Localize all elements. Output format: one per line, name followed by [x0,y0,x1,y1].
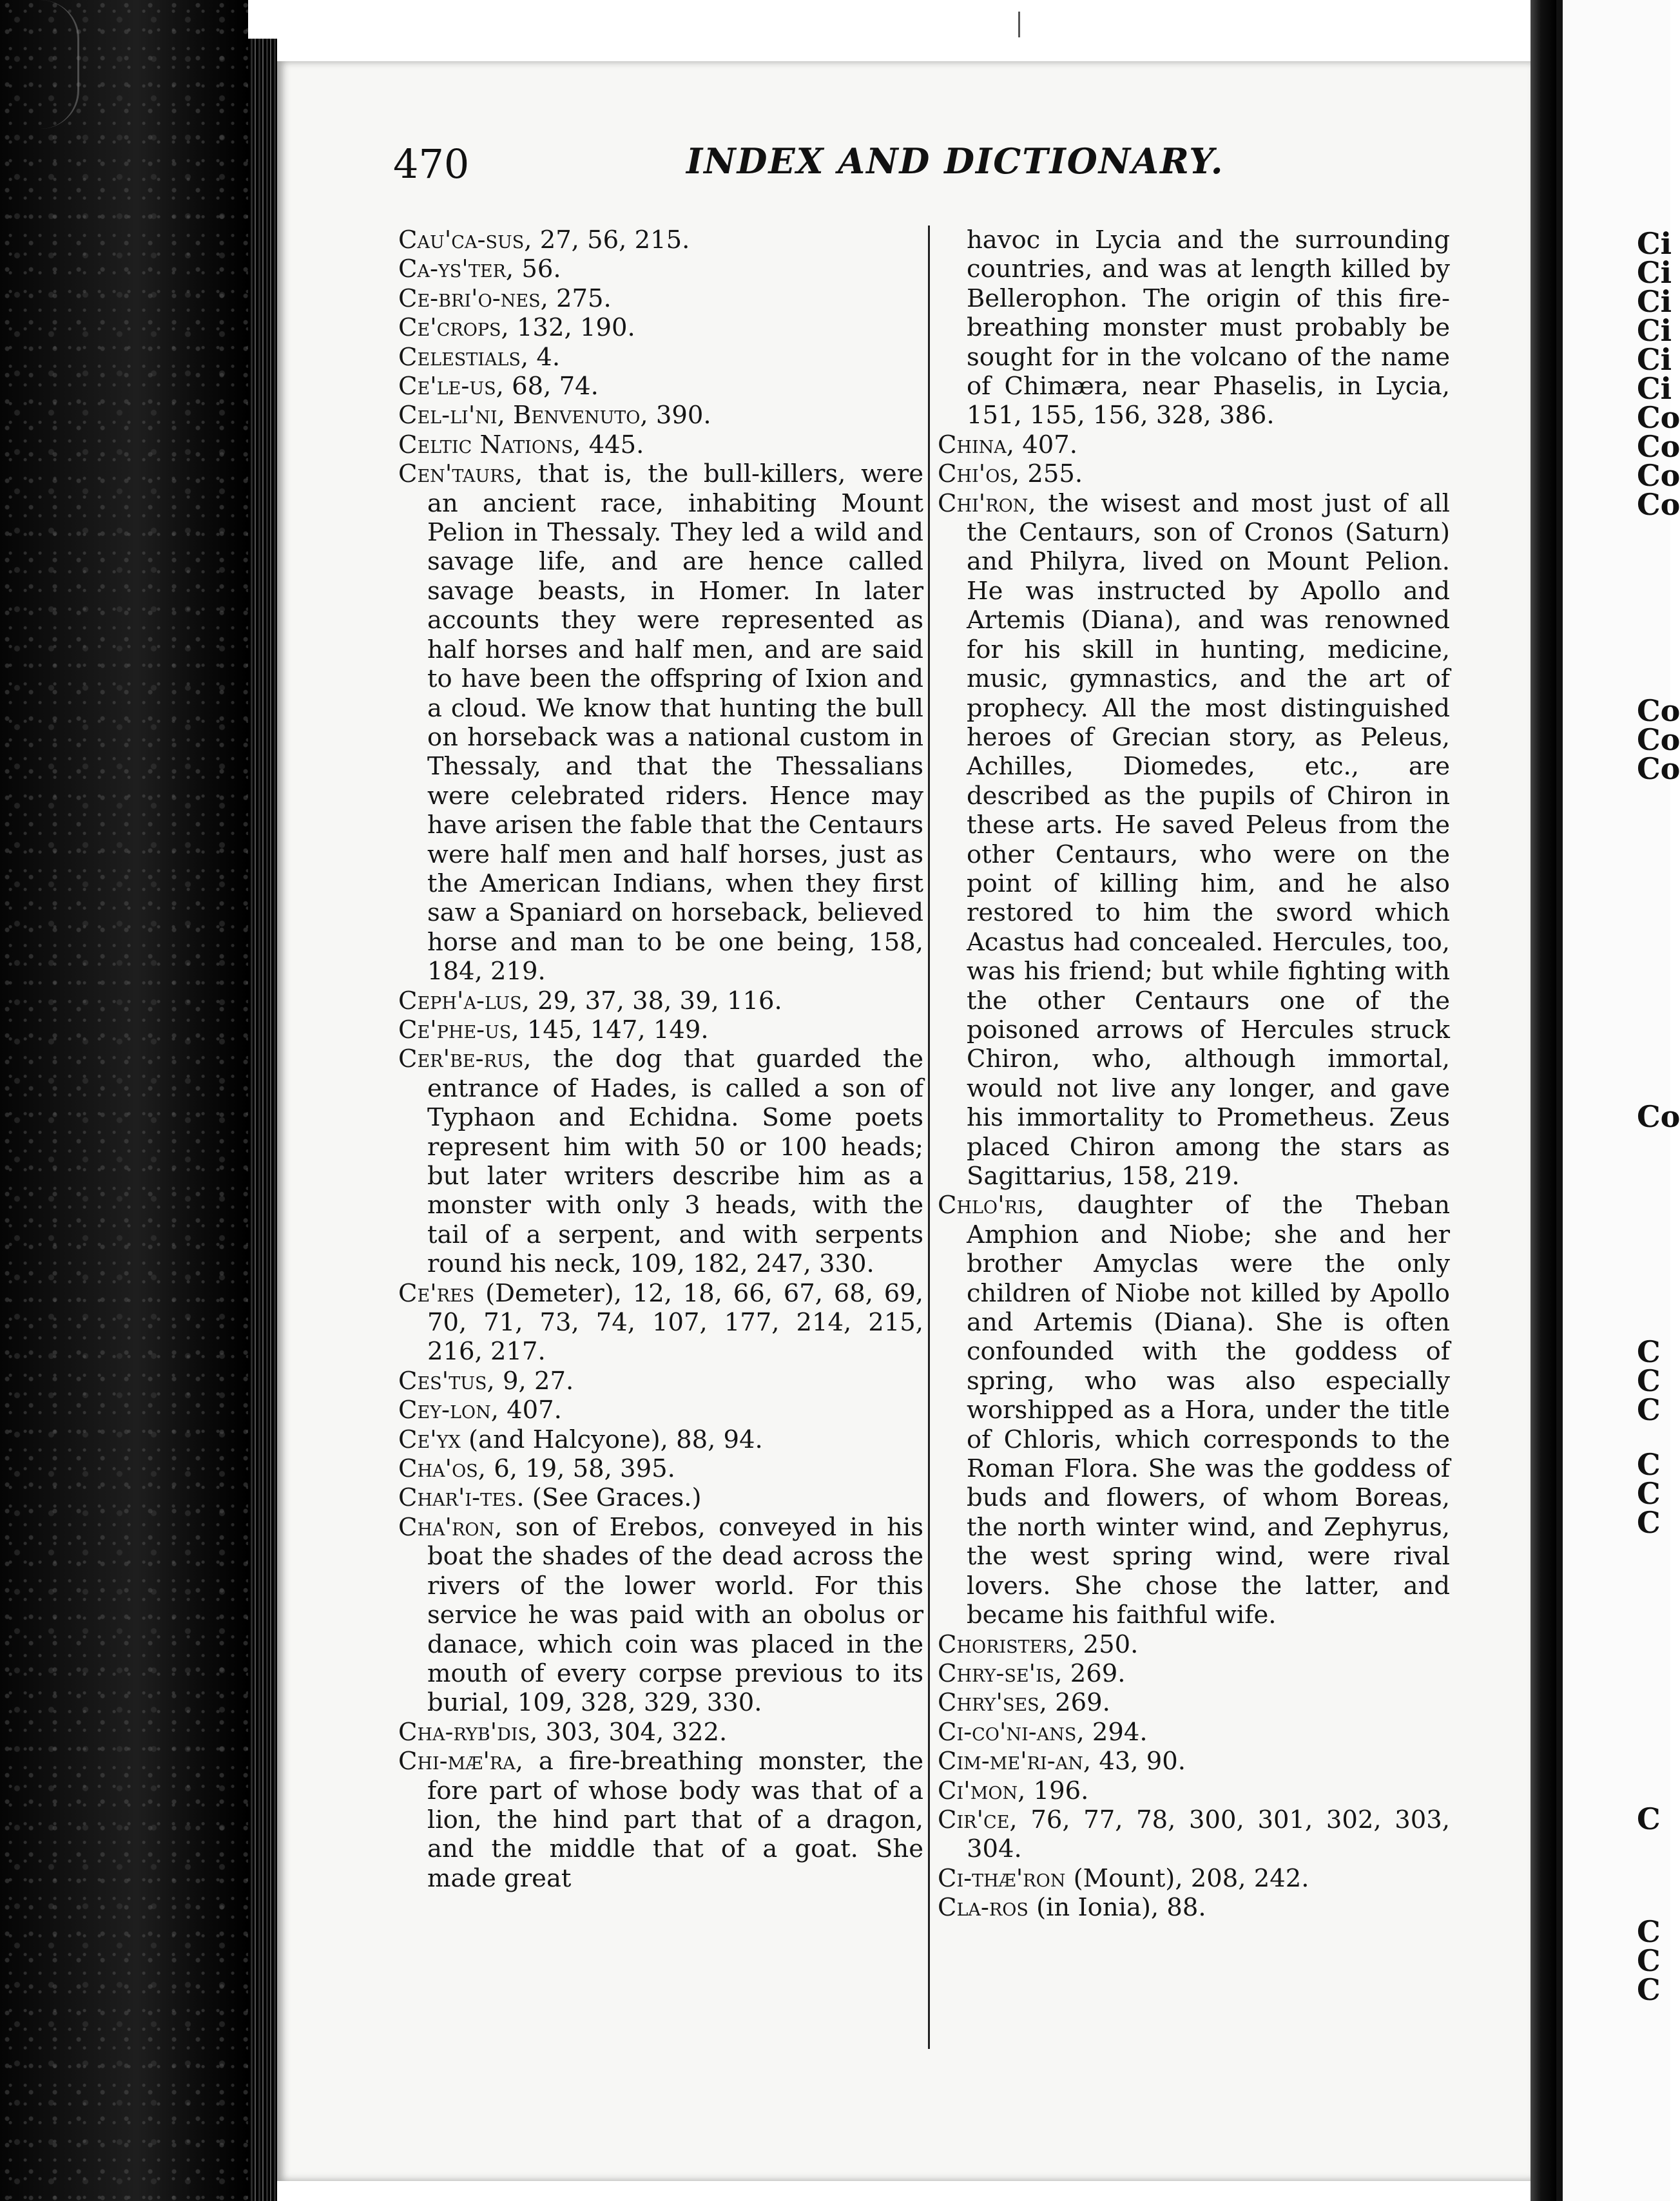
facing-page-letter: C [1637,1447,1661,1482]
entry-text: , 76, 77, 78, 300, 301, 302, 303, 304. [967,1805,1450,1864]
index-entry [398,1015,923,1044]
facing-page-letter: Ci [1637,313,1672,348]
entry-text: , 407. [490,1396,562,1425]
facing-page-letter: C [1637,1334,1661,1369]
entry-text: , 303, 304, 322. [530,1717,728,1747]
facing-page-letter: C [1637,1363,1661,1398]
facing-page-letter: C [1637,1943,1661,1978]
entry-text: , 407. [1006,430,1077,459]
entry-text: , 275. [540,284,612,313]
entry-text: , 6, 19, 58, 395. [478,1454,675,1484]
entry-text: , 132, 190. [501,313,635,343]
entry-headword: Chry'ses [938,1688,1039,1718]
entry-headword: Chi'ron [938,488,1028,518]
entry-headword: Chi-mæ'ra [398,1747,516,1776]
entry-text: (in Ionia), 88. [1028,1893,1206,1923]
index-entry [938,1718,1450,1747]
index-entry [938,1776,1450,1805]
entry-text: . (See Graces.) [516,1483,702,1513]
entry-headword: Cer'be-rus [398,1044,524,1074]
index-entry [398,1279,923,1367]
entry-text: , 269. [1039,1688,1110,1718]
entry-headword: Ceph'a-lus [398,986,522,1015]
right-column [938,226,1450,1923]
entry-text: , a fire-breathing monster, the fore part of whose body was that of a lion, the hind part that of a dragon, and the middle that of a goat. She made great [427,1747,923,1893]
facing-page-letter: C [1637,1505,1661,1540]
entry-text: , 445. [573,430,644,459]
page-gutter [1530,0,1556,2201]
entry-text: , 294. [1076,1717,1148,1747]
index-entry [398,313,923,342]
index-entry [398,1513,923,1718]
entry-headword: Cha'os [398,1454,478,1484]
entry-text: , 27, 56, 215. [524,226,690,255]
index-entry [938,1747,1450,1776]
index-entry [938,1630,1450,1659]
index-entry [938,1893,1450,1922]
binding-edge [248,39,277,2201]
index-entry [938,1688,1450,1717]
entry-text: , 145, 147, 149. [511,1015,709,1044]
entry-text: , 9, 27. [487,1366,574,1396]
facing-page-letter: Ci [1637,284,1672,319]
index-entry [398,1747,923,1893]
entry-headword: Chi'os [938,459,1012,489]
entry-headword: Cen'taurs [398,459,515,489]
left-column [398,226,923,1893]
entry-text: , 4. [520,342,561,372]
facing-page-letter: Co [1637,722,1680,757]
entry-headword: Chlo'ris [938,1191,1037,1220]
entry-headword: Ce-bri'o-nes [398,284,541,313]
column-rule [928,226,930,2049]
entry-text: , 56. [505,255,561,284]
entry-text: , that is, the bull-killers, were an ancient race, inhabiting Mount Pelion in Thessaly. They led a wild and savage life, and are hence called savage beasts, in Homer. In later accounts they were represented as half horses and half men, and are said to have been the offspring of Ixion and a cloud. We know that hunting the bull on horseback was a national custom in Thessaly, and that the Thessalians were celebrated riders. Hence may have arisen the fable that the Centaurs were half men and half horses, just as the American Indians, when they first saw a Spaniard on horseback, believed horse and man to be one being, 158, 184, 219. [427,459,923,986]
facing-page-letter: C [1637,1802,1661,1836]
entry-headword: Ci-co'ni-ans [938,1717,1077,1747]
index-entry [398,1718,923,1747]
index-entry [398,1367,923,1396]
entry-text: , 68, 74. [496,372,599,401]
index-entry [398,1396,923,1425]
entry-headword: Ce'phe-us [398,1015,512,1044]
scan-tick-mark [1018,12,1020,37]
entry-headword: Celtic Nations [398,430,574,459]
entry-headword: Ca-ys'ter [398,255,506,284]
entry-headword: Chry-se'is [938,1658,1055,1688]
entry-text: , the dog that guarded the entrance of Hades, is called a son of Typhaon and Echidna. Some poets represent him with 50 or 100 heads; but later writers describe him as a monster with only 3 heads, with the tail of a serpent, and with serpents round his neck, 109, 182, 247, 330. [427,1044,923,1279]
index-entry [398,284,923,313]
entry-headword: Celestials [398,342,521,372]
entry-text: , 250. [1067,1629,1139,1659]
running-head: INDEX AND DICTIONARY. [686,140,1224,182]
index-entry [398,459,923,986]
facing-page-letter: C [1637,1476,1661,1511]
entry-headword: Ce'yx [398,1425,461,1454]
entry-text: , the wisest and most just of all the Centaurs, son of Cronos (Saturn) and Philyra, lived on Mount Pelion. He was instructed by Apollo and Artemis (Diana), and was renowned for his skill in hunting, medicine, music, gymnastics, and the art of prophecy. All the most distinguished heroes of Grecian story, as Peleus, Achilles, Diomedes, etc., are described as the pupils of Chiron in these arts. He saved Peleus from the other Centaurs, who were on the point of killing him, and he also restored to him the sword which Acastus had concealed. Hercules, too, was his friend; but while fighting with the other Centaurs one of the poisoned arrows of Hercules struck Chiron, who, although immortal, would not live any longer, and gave his immortality to Prometheus. Zeus placed Chiron among the stars as Sagittarius, 158, 219. [967,488,1450,1191]
facing-page-letter: Co [1637,751,1680,786]
scan-scratch-mark [0,0,79,129]
entry-text: , son of Erebos, conveyed in his boat the shades of the dead across the rivers of the lower world. For this service he was paid with an obolus or danace, which coin was placed in the mouth of every corpse previous to its burial, 109, 328, 329, 330. [427,1512,923,1718]
index-entry [938,430,1450,459]
index-entry [398,1425,923,1454]
index-entry [398,430,923,459]
index-entry [398,986,923,1015]
index-entry [398,343,923,372]
entry-text: , daughter of the Theban Amphion and Niobe; she and her brother Amyclas were the only children of Niobe not killed by Apollo and Artemis (Diana). She is often confounded with the goddess of spring, who was also especially worshipped as a Hora, under the title of Chloris, which corresponds to the Roman Flora. She was the goddess of buds and flowers, of whom Boreas, the north winter wind, and Zephyrus, the west spring wind, were rival lovers. She chose the latter, and became his faithful wife. [967,1191,1450,1630]
entry-headword: Cau'ca-sus [398,226,525,255]
entry-text: , 43, 90. [1083,1747,1186,1776]
entry-headword: Ces'tus [398,1366,487,1396]
index-entry [398,226,923,255]
index-entry [398,255,923,284]
index-entry [938,1864,1450,1893]
index-entry [398,401,923,430]
entry-headword: Ci-thæ'ron [938,1863,1066,1893]
entry-text: (Demeter), 12, 18, 66, 67, 68, 69, 70, 71, 73, 74, 107, 177, 214, 215, 216, 217. [427,1278,923,1367]
index-entry [398,1454,923,1483]
index-entry [938,1659,1450,1688]
entry-headword: Cla-ros [938,1893,1028,1923]
entry-headword: China [938,430,1007,459]
entry-headword: Cey-lon [398,1396,491,1425]
entry-headword: Choristers [938,1629,1068,1659]
facing-page-letter: Co [1637,693,1680,728]
index-entry [938,1805,1450,1864]
facing-page-edge [1556,0,1563,2201]
entry-text: (Mount), 208, 242. [1065,1863,1309,1893]
page-number: 470 [393,140,470,187]
entry-headword: Char'i-tes [398,1483,517,1513]
entry-headword: Ce'crops [398,313,501,343]
facing-page-letter: Co [1637,429,1680,464]
book-binding [0,0,248,2201]
entry-headword: Ce'le-us [398,372,496,401]
facing-page-letter: Ci [1637,371,1672,406]
entry-text: (and Halcyone), 88, 94. [460,1425,763,1454]
facing-page-letter: Co [1637,1099,1680,1134]
facing-page-letter: Co [1637,400,1680,435]
entry-text: , 269. [1054,1658,1126,1688]
entry-text: , 390. [640,401,711,430]
index-entry [398,1483,923,1512]
entry-headword: Cha-ryb'dis [398,1717,530,1747]
facing-page-letter: Co [1637,458,1680,493]
entry-headword: Cir'ce [938,1805,1010,1834]
entry-headword: Ce'res [398,1278,475,1308]
index-entry [938,459,1450,488]
facing-page-letter: Ci [1637,255,1672,290]
entry-text: , 196. [1018,1776,1089,1805]
index-entry [398,1044,923,1278]
facing-page-letter: Ci [1637,342,1672,377]
entry-headword: Cim-me'ri-an [938,1747,1083,1776]
entry-text: , 255. [1011,459,1083,489]
facing-page-letter: Ci [1637,226,1672,261]
entry-headword: Cel-li'ni, Benvenuto [398,401,641,430]
entry-headword: Ci'mon [938,1776,1018,1805]
index-entry [938,1191,1450,1629]
continued-entry-text: havoc in Lycia and the surrounding countries, and was at length killed by Bellerophon. The origin of this fire-breathing monster must probably be sought for in the volcano of the name of Chimæra, near Phaselis, in Lycia, 151, 155, 156, 328, 386. [967,226,1450,430]
facing-page-letter: C [1637,1972,1661,2007]
entry-headword: Cha'ron [398,1512,495,1542]
entry-text: , 29, 37, 38, 39, 116. [521,986,782,1015]
facing-page-letter: Co [1637,487,1680,522]
facing-page-letter: C [1637,1914,1661,1949]
index-entry [398,372,923,401]
facing-page-letter: C [1637,1392,1661,1427]
index-entry [938,489,1450,1191]
